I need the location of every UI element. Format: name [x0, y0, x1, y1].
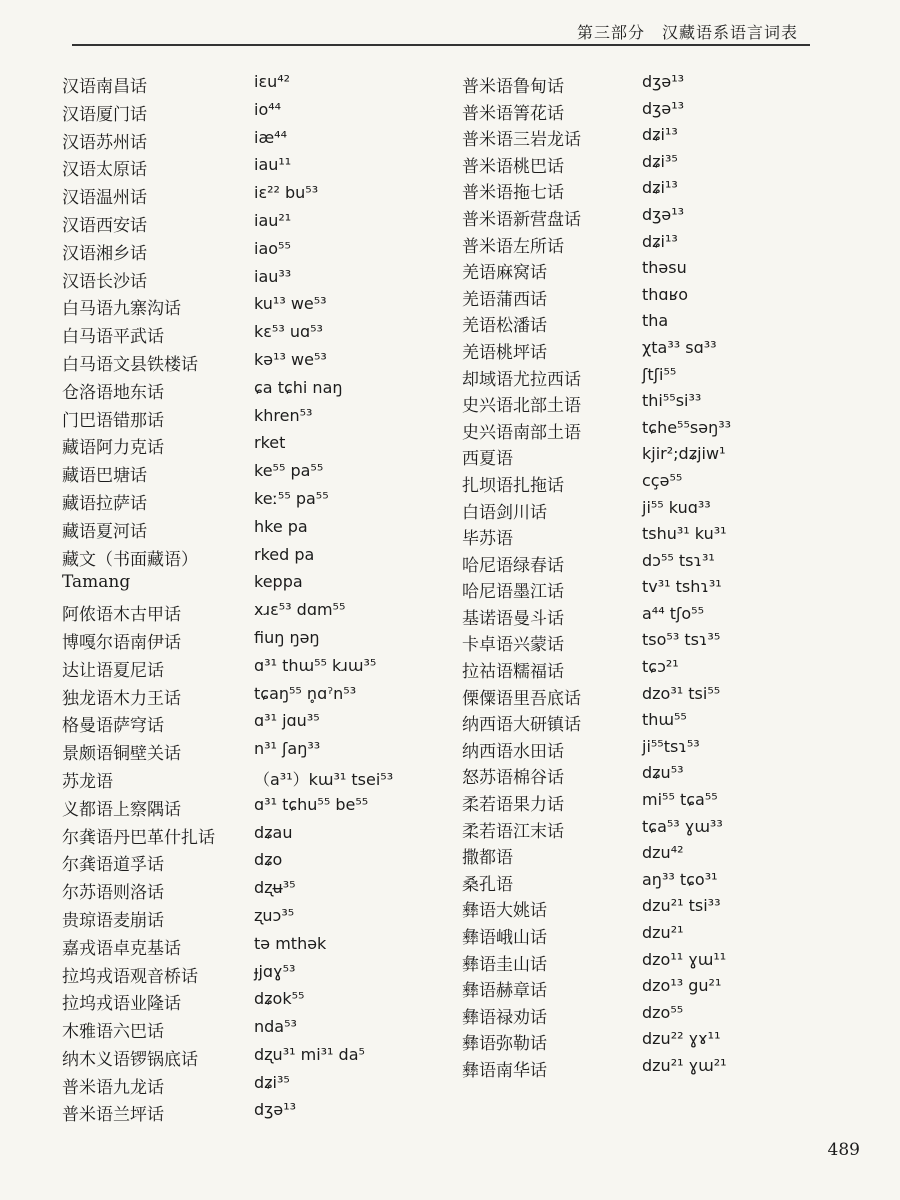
- entry-row: [462, 551, 731, 578]
- word-form: kɛ⁵³ uɑ⁵³: [254, 322, 323, 342]
- entry-row: [462, 99, 731, 126]
- entry-row: [462, 923, 731, 950]
- entry-row: [62, 600, 393, 628]
- entry-row: [462, 444, 731, 471]
- entry-row: [462, 1029, 731, 1056]
- word-form: dzu²¹ ɣɯ²¹: [642, 1055, 727, 1075]
- word-form: keppa: [254, 572, 303, 592]
- language-name: 普米语桃巴话: [462, 156, 564, 177]
- entry-row: [462, 232, 731, 259]
- word-form: xɹɛ⁵³ dɑm⁵⁵: [254, 600, 346, 620]
- word-form: ke⁵⁵ pa⁵⁵: [254, 461, 324, 481]
- entry-row: [462, 870, 731, 897]
- language-name: 白马语九寨沟话: [62, 299, 181, 320]
- word-form: dʑi³⁵: [642, 151, 678, 171]
- entry-row: [462, 471, 731, 498]
- entry-row: [462, 657, 731, 684]
- language-name: 普米语兰坪话: [62, 1105, 164, 1126]
- language-name: 汉语太原话: [62, 160, 147, 181]
- entry-row: [462, 1056, 731, 1083]
- word-form: ʃtʃi⁵⁵: [642, 364, 677, 384]
- word-form: mi⁵⁵ tɕa⁵⁵: [642, 790, 718, 810]
- word-form: ɑ³¹ tɕhu⁵⁵ be⁵⁵: [254, 794, 369, 814]
- language-name: 藏语巴塘话: [62, 466, 147, 487]
- word-form: ji⁵⁵tsɿ⁵³: [642, 736, 700, 756]
- word-form: dʑi¹³: [642, 178, 678, 198]
- language-name: 扎坝语扎拖话: [462, 475, 564, 496]
- entry-row: [62, 433, 393, 461]
- entry-row: [462, 418, 731, 445]
- entry-row: [462, 577, 731, 604]
- language-name: 毕苏语: [462, 529, 513, 550]
- language-name: 拉坞戎语观音桥话: [62, 966, 198, 987]
- language-name: 白语剑川话: [462, 502, 547, 523]
- entry-row: [462, 950, 731, 977]
- language-name: 柔若语果力话: [462, 795, 564, 816]
- entry-row: [462, 604, 731, 631]
- language-name: 门巴语错那话: [62, 410, 164, 431]
- entry-row: [462, 365, 731, 392]
- entry-row: [462, 152, 731, 179]
- word-form: ɑ³¹ thɯ⁵⁵ kɹɯ³⁵: [254, 655, 377, 675]
- word-form: tɕhe⁵⁵səŋ³³: [642, 417, 732, 437]
- language-name: 纳木义语锣锅底话: [62, 1049, 198, 1070]
- language-name: 博嘎尔语南伊话: [62, 632, 181, 653]
- word-form: dʑi¹³: [642, 231, 678, 251]
- word-form: iæ⁴⁴: [254, 127, 287, 147]
- word-form: rket: [254, 433, 286, 453]
- entry-row: [62, 461, 393, 489]
- word-form: aŋ³³ tɕo³¹: [642, 869, 718, 889]
- language-name: 汉语厦门话: [62, 104, 147, 125]
- language-name: 汉语长沙话: [62, 271, 147, 292]
- language-name: 景颇语铜壁关话: [62, 744, 181, 765]
- language-name: 普米语九龙话: [62, 1077, 164, 1098]
- entry-row: [462, 524, 731, 551]
- language-name: 彝语南华话: [462, 1060, 547, 1081]
- word-form: thɑʁo: [642, 284, 689, 304]
- word-form: kjir²;dʑjiw¹: [642, 444, 726, 464]
- word-form: dzu²² ɣɤ¹¹: [642, 1029, 721, 1049]
- entry-row: [462, 763, 731, 790]
- entry-row: [62, 572, 393, 600]
- entry-row: [62, 267, 393, 295]
- entry-row: [62, 823, 393, 851]
- word-form: ji⁵⁵ kuɑ³³: [642, 497, 711, 517]
- entry-row: [462, 976, 731, 1003]
- word-form: tɕɔ²¹: [642, 657, 679, 677]
- entry-row: [62, 545, 393, 573]
- word-form: dzu⁴²: [642, 843, 684, 863]
- language-name: 尔龚语道孚话: [62, 855, 164, 876]
- entry-row: [462, 710, 731, 737]
- entry-row: [62, 1017, 393, 1045]
- word-form: dʒə¹³: [642, 72, 685, 91]
- entry-row: [62, 72, 393, 100]
- language-name: 柔若语江末话: [462, 821, 564, 842]
- entry-row: [62, 155, 393, 183]
- word-form: iau²¹: [254, 210, 292, 230]
- language-name: 彝语圭山话: [462, 954, 547, 975]
- language-name: 史兴语北部土语: [462, 396, 581, 417]
- word-form: dʒə¹³: [642, 204, 685, 224]
- left-column: [62, 72, 393, 1128]
- entry-row: [62, 628, 393, 656]
- word-form: thi⁵⁵si³³: [642, 391, 702, 411]
- language-name: 纳西语大研镇话: [462, 715, 581, 736]
- entry-row: [462, 258, 731, 285]
- entry-row: [462, 630, 731, 657]
- entry-row: [462, 125, 731, 152]
- word-form: χta³³ sɑ³³: [642, 337, 717, 357]
- entry-row: [62, 934, 393, 962]
- entry-row: [462, 285, 731, 312]
- language-name: 怒苏语棉谷话: [462, 768, 564, 789]
- language-name: 史兴语南部土语: [462, 422, 581, 443]
- language-name: 拉祜语糯福话: [462, 662, 564, 683]
- language-name: 羌语桃坪话: [462, 342, 547, 363]
- entry-row: [462, 684, 731, 711]
- word-form: dzu²¹: [642, 923, 684, 942]
- language-name: 羌语松潘话: [462, 316, 547, 337]
- entry-row: [62, 962, 393, 990]
- language-name: 拉坞戎语业隆话: [62, 994, 181, 1015]
- language-name: 普米语拖七话: [462, 183, 564, 204]
- entry-row: [462, 178, 731, 205]
- word-form: tɕa⁵³ ɣɯ³³: [642, 816, 723, 836]
- entry-row: [62, 378, 393, 406]
- entry-row: [62, 989, 393, 1017]
- language-name: 尔龚语丹巴革什扎话: [62, 827, 215, 848]
- language-name: 汉语南昌话: [62, 77, 147, 97]
- word-form: dʑu⁵³: [642, 763, 684, 783]
- word-form: tso⁵³ tsɿ³⁵: [642, 630, 721, 650]
- entry-row: [62, 128, 393, 156]
- word-form: dʑok⁵⁵: [254, 989, 305, 1009]
- word-form: iɛu⁴²: [254, 72, 291, 91]
- word-form: dzo⁵⁵: [642, 1002, 684, 1022]
- word-form: dʑau: [254, 822, 293, 842]
- language-name: Tamang: [62, 572, 131, 593]
- word-form: （a³¹）kɯ³¹ tsei⁵³: [254, 769, 394, 789]
- entry-row: [462, 498, 731, 525]
- entry-row: [462, 790, 731, 817]
- language-name: 西夏语: [462, 449, 513, 470]
- language-name: 普米语箐花话: [462, 103, 564, 124]
- language-name: 普米语鲁甸话: [462, 77, 564, 97]
- word-form: dʐu³¹ mi³¹ da⁵: [254, 1044, 365, 1064]
- word-form: rked pa: [254, 544, 315, 564]
- language-name: 却域语尤拉西话: [462, 369, 581, 390]
- word-form: tɕaŋ⁵⁵ n̥ɑˀn⁵³: [254, 683, 357, 703]
- word-form: iau³³: [254, 266, 292, 286]
- entry-row: [62, 711, 393, 739]
- language-name: 汉语湘乡话: [62, 243, 147, 264]
- entry-row: [62, 211, 393, 239]
- language-name: 纳西语水田话: [462, 741, 564, 762]
- language-name: 哈尼语绿春话: [462, 555, 564, 576]
- language-name: 藏语拉萨话: [62, 493, 147, 514]
- word-form: n³¹ ʃaŋ³³: [254, 739, 321, 759]
- word-form: kə¹³ we⁵³: [254, 349, 327, 369]
- language-name: 汉语温州话: [62, 188, 147, 209]
- word-form: a⁴⁴ tʃo⁵⁵: [642, 603, 704, 623]
- language-name: 普米语新营盘话: [462, 209, 581, 230]
- language-name: 彝语弥勒话: [462, 1034, 547, 1055]
- language-name: 彝语禄劝话: [462, 1007, 547, 1028]
- language-name: 彝语峨山话: [462, 928, 547, 948]
- word-form: cçə⁵⁵: [642, 470, 683, 490]
- entry-row: [62, 406, 393, 434]
- entry-row: [62, 517, 393, 545]
- entry-row: [62, 1100, 393, 1128]
- entry-row: [462, 205, 731, 232]
- language-name: 嘉戎语卓克基话: [62, 938, 181, 959]
- header-rule: [72, 44, 810, 46]
- entry-row: [62, 1073, 393, 1101]
- entry-row: [462, 338, 731, 365]
- language-name: 哈尼语墨江话: [462, 582, 564, 603]
- word-form: dʑo: [254, 850, 283, 870]
- entry-row: [62, 767, 393, 795]
- entry-row: [62, 906, 393, 934]
- language-name: 傈僳语里吾底话: [462, 688, 581, 709]
- entry-row: [462, 311, 731, 338]
- entry-row: [62, 294, 393, 322]
- language-name: 基诺语曼斗话: [462, 608, 564, 629]
- word-form: ku¹³ we⁵³: [254, 294, 327, 314]
- word-form: ɟjɑɣ⁵³: [254, 961, 296, 981]
- language-name: 普米语左所话: [462, 236, 564, 257]
- word-form: dzo³¹ tsi⁵⁵: [642, 683, 721, 703]
- running-header: 第三部分 汉藏语系语言词表: [576, 23, 798, 42]
- word-form: iao⁵⁵: [254, 238, 291, 258]
- word-form: khren⁵³: [254, 405, 313, 425]
- word-form: dʐʉ³⁵: [254, 878, 296, 898]
- word-form: ɑ³¹ jɑu³⁵: [254, 711, 320, 731]
- word-form: tha: [642, 311, 669, 331]
- word-form: keː⁵⁵ pa⁵⁵: [254, 488, 329, 508]
- entry-row: [462, 896, 731, 923]
- word-form: iau¹¹: [254, 155, 292, 175]
- entry-row: [62, 739, 393, 767]
- word-form: iɛ²² bu⁵³: [254, 183, 319, 203]
- word-form: thɯ⁵⁵: [642, 710, 687, 730]
- word-form: thəsu: [642, 258, 687, 278]
- word-form: tv³¹ tshɿ³¹: [642, 577, 722, 597]
- language-name: 汉语西安话: [62, 215, 147, 236]
- language-name: 彝语大姚话: [462, 901, 547, 922]
- entry-row: [62, 100, 393, 128]
- language-name: 桑孔语: [462, 874, 513, 895]
- language-name: 撒都语: [462, 848, 513, 869]
- language-name: 尔苏语则洛话: [62, 883, 164, 904]
- language-name: 羌语蒲西话: [462, 289, 547, 310]
- language-name: 贵琼语麦崩话: [62, 910, 164, 931]
- word-form: dʑi¹³: [642, 125, 678, 145]
- word-form: dʑi³⁵: [254, 1072, 290, 1092]
- word-form: nda⁵³: [254, 1017, 297, 1037]
- entry-row: [62, 878, 393, 906]
- entry-row: [462, 843, 731, 870]
- word-form: hke pa: [254, 516, 308, 536]
- language-name: 彝语赫章话: [462, 981, 547, 1002]
- language-name: 木雅语六巴话: [62, 1022, 164, 1043]
- word-form: tshu³¹ ku³¹: [642, 524, 727, 544]
- entry-row: [462, 391, 731, 418]
- word-form: dʒə¹³: [642, 98, 685, 118]
- entry-row: [62, 322, 393, 350]
- entry-row: [62, 850, 393, 878]
- language-name: 汉语苏州话: [62, 132, 147, 153]
- language-name: 白马语文县铁楼话: [62, 354, 198, 375]
- language-name: 独龙语木力王话: [62, 688, 181, 709]
- language-name: 普米语三岩龙话: [462, 130, 581, 151]
- language-name: 格曼语萨穹话: [62, 716, 164, 737]
- language-name: 卡卓语兴蒙话: [462, 635, 564, 656]
- language-name: 藏语阿力克话: [62, 438, 164, 459]
- language-name: 阿侬语木古甲话: [62, 605, 181, 626]
- word-form: dzo¹³ gu²¹: [642, 976, 722, 996]
- word-form: dzu²¹ tsi³³: [642, 896, 721, 916]
- language-name: 藏语夏河话: [62, 521, 147, 542]
- page-number: 489: [827, 1140, 860, 1160]
- entry-row: [462, 817, 731, 844]
- right-column: [462, 72, 731, 1083]
- language-name: 义都语上察隅话: [62, 799, 181, 820]
- entry-row: [462, 737, 731, 764]
- language-name: 羌语麻窝话: [462, 263, 547, 284]
- word-form: tə mthək: [254, 933, 327, 953]
- word-form: fiuŋ ŋəŋ: [254, 627, 320, 647]
- language-name: 藏文（书面藏语）: [62, 549, 198, 570]
- entry-row: [62, 183, 393, 211]
- word-form: io⁴⁴: [254, 99, 282, 119]
- language-name: 白马语平武话: [62, 327, 164, 348]
- entry-row: [462, 72, 731, 99]
- word-form: dɔ⁵⁵ tsɿ³¹: [642, 550, 715, 570]
- entry-row: [62, 795, 393, 823]
- entry-row: [62, 239, 393, 267]
- language-name: 达让语夏尼话: [62, 660, 164, 681]
- language-name: 苏龙语: [62, 771, 113, 792]
- word-form: dzo¹¹ ɣɯ¹¹: [642, 949, 727, 969]
- entry-row: [62, 1045, 393, 1073]
- entry-row: [62, 684, 393, 712]
- word-form: dʒə¹³: [254, 1100, 297, 1120]
- language-name: 仓洛语地东话: [62, 382, 164, 403]
- word-form: ʐuɔ³⁵: [254, 905, 295, 925]
- entry-row: [62, 489, 393, 517]
- entry-row: [62, 656, 393, 684]
- word-form: ɕa tɕhi naŋ: [254, 377, 343, 397]
- entry-row: [462, 1003, 731, 1030]
- entry-row: [62, 350, 393, 378]
